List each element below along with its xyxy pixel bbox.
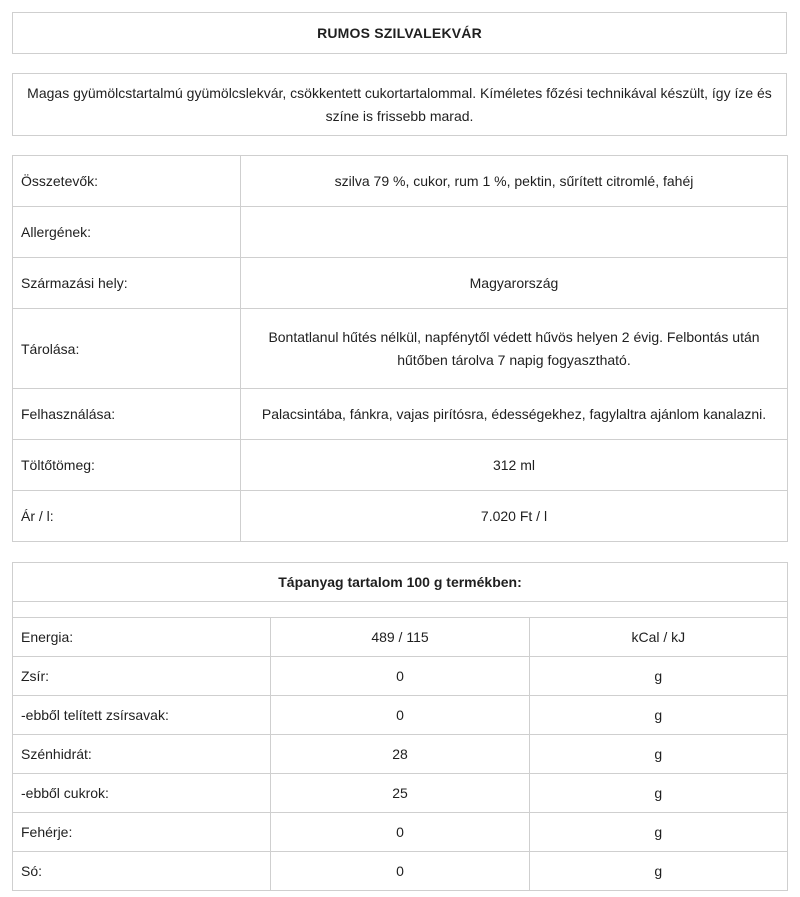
product-description: Magas gyümölcstartalmú gyümölcslekvár, csökkentett cukortartalommal. Kíméletes főzési technikával készült, így íze és színe is frissebb marad. bbox=[27, 84, 772, 124]
nutrition-unit: g bbox=[529, 852, 787, 891]
info-value: 312 ml bbox=[241, 440, 788, 491]
nutrition-label: Só: bbox=[13, 852, 271, 891]
nutrition-value: 0 bbox=[271, 813, 529, 852]
product-info-table bbox=[12, 155, 788, 542]
nutrition-label: Szénhidrát: bbox=[13, 735, 271, 774]
nutrition-label: -ebből cukrok: bbox=[13, 774, 271, 813]
info-label: Allergének: bbox=[13, 207, 241, 258]
nutrition-row bbox=[13, 774, 788, 813]
nutrition-unit: g bbox=[529, 735, 787, 774]
nutrition-row bbox=[13, 813, 788, 852]
nutrition-unit: g bbox=[529, 657, 787, 696]
nutrition-heading: Tápanyag tartalom 100 g termékben: bbox=[13, 563, 788, 602]
info-row-net-weight bbox=[13, 440, 788, 491]
nutrition-label: Energia: bbox=[13, 618, 271, 657]
info-row-ingredients bbox=[13, 156, 788, 207]
nutrition-spacer bbox=[13, 602, 788, 618]
info-row-origin bbox=[13, 258, 788, 309]
info-value: szilva 79 %, cukor, rum 1 %, pektin, sűrített citromlé, fahéj bbox=[241, 156, 788, 207]
nutrition-table bbox=[12, 562, 788, 891]
nutrition-spacer-row bbox=[13, 602, 788, 618]
nutrition-unit: g bbox=[529, 696, 787, 735]
info-row-unit-price bbox=[13, 491, 788, 542]
nutrition-value: 489 / 115 bbox=[271, 618, 529, 657]
info-value bbox=[241, 207, 788, 258]
nutrition-label: -ebből telített zsírsavak: bbox=[13, 696, 271, 735]
nutrition-unit: kCal / kJ bbox=[529, 618, 787, 657]
info-label: Ár / l: bbox=[13, 491, 241, 542]
nutrition-heading-row bbox=[13, 563, 788, 602]
info-row-storage bbox=[13, 309, 788, 389]
info-row-usage bbox=[13, 389, 788, 440]
nutrition-label: Zsír: bbox=[13, 657, 271, 696]
info-label: Felhasználása: bbox=[13, 389, 241, 440]
nutrition-row bbox=[13, 618, 788, 657]
info-value: Palacsintába, fánkra, vajas pirítósra, édességekhez, fagylaltra ajánlom kanalazni. bbox=[241, 389, 788, 440]
info-label: Összetevők: bbox=[13, 156, 241, 207]
info-value: 7.020 Ft / l bbox=[241, 491, 788, 542]
nutrition-value: 0 bbox=[271, 657, 529, 696]
nutrition-row bbox=[13, 735, 788, 774]
nutrition-row bbox=[13, 852, 788, 891]
nutrition-unit: g bbox=[529, 774, 787, 813]
product-description-box bbox=[12, 73, 787, 136]
info-value: Bontatlanul hűtés nélkül, napfénytől védett hűvös helyen 2 évig. Felbontás után hűtőben tárolva 7 napig fogyasztható. bbox=[241, 309, 788, 389]
nutrition-unit: g bbox=[529, 813, 787, 852]
info-label: Tárolása: bbox=[13, 309, 241, 389]
product-title: RUMOS SZILVALEKVÁR bbox=[317, 25, 482, 41]
nutrition-row bbox=[13, 696, 788, 735]
nutrition-value: 0 bbox=[271, 696, 529, 735]
info-row-allergens bbox=[13, 207, 788, 258]
product-title-box bbox=[12, 12, 787, 54]
info-label: Töltőtömeg: bbox=[13, 440, 241, 491]
nutrition-value: 28 bbox=[271, 735, 529, 774]
info-value: Magyarország bbox=[241, 258, 788, 309]
info-label: Származási hely: bbox=[13, 258, 241, 309]
nutrition-label: Fehérje: bbox=[13, 813, 271, 852]
nutrition-value: 25 bbox=[271, 774, 529, 813]
nutrition-row bbox=[13, 657, 788, 696]
nutrition-value: 0 bbox=[271, 852, 529, 891]
